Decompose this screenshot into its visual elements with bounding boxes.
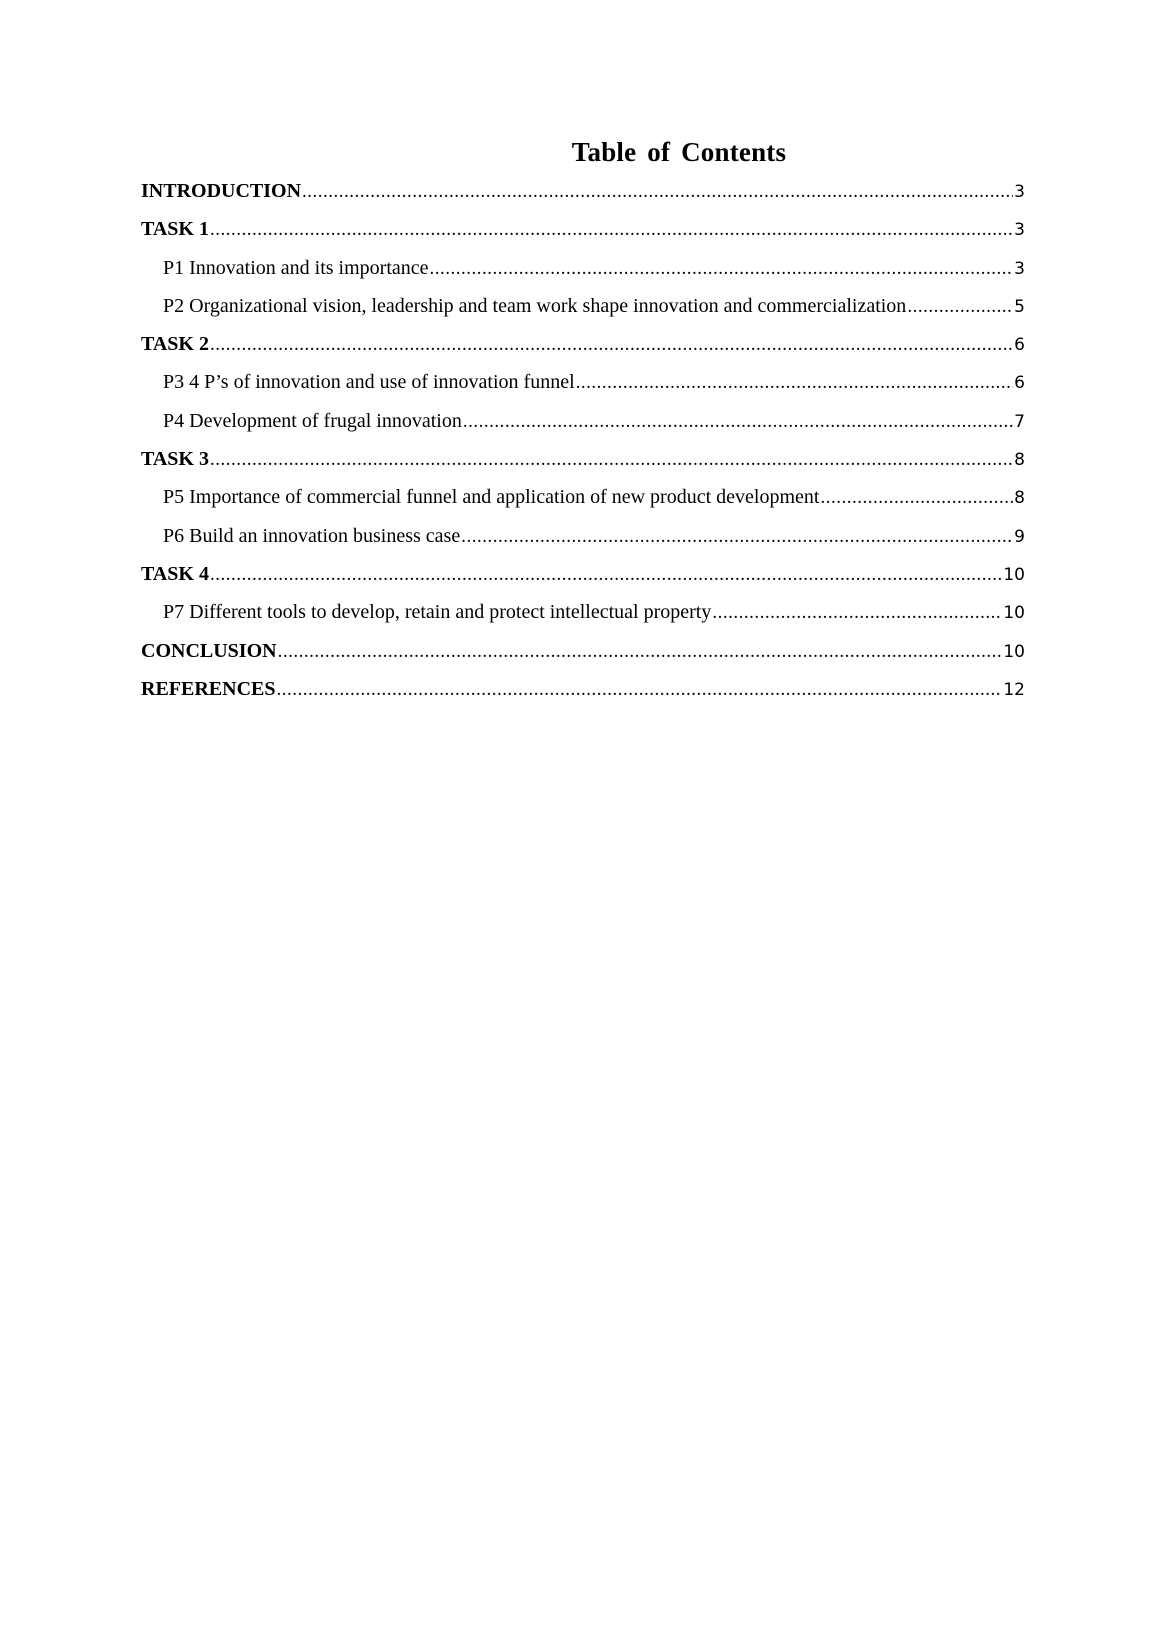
toc-dot-leader	[302, 173, 1013, 211]
toc-page-number: 6	[1014, 373, 1025, 394]
toc-entry-p3[interactable]	[141, 363, 1025, 401]
toc-dot-leader	[576, 364, 1014, 402]
toc-dot-leader	[210, 326, 1013, 364]
toc-entry-label: P3 4 P’s of innovation and use of innovation funnel	[163, 371, 575, 394]
toc-page-number: 10	[1003, 603, 1025, 624]
table-of-contents	[141, 172, 1025, 708]
toc-entry-conclusion[interactable]	[141, 632, 1025, 670]
toc-dot-leader	[820, 479, 1013, 517]
toc-dot-leader	[210, 441, 1013, 479]
toc-page-number: 3	[1014, 258, 1025, 279]
toc-entry-label: P6 Build an innovation business case	[163, 524, 461, 547]
toc-page-number: 3	[1014, 220, 1025, 241]
toc-entry-label: P7 Different tools to develop, retain and protect intellectual property	[163, 601, 712, 624]
toc-entry-introduction[interactable]	[141, 172, 1025, 210]
toc-page-number: 9	[1014, 526, 1025, 547]
toc-entry-p7[interactable]	[141, 593, 1025, 631]
toc-entry-label: P1 Innovation and its importance	[163, 256, 429, 279]
toc-dot-leader	[712, 594, 1002, 632]
toc-page-number: 6	[1014, 335, 1025, 356]
toc-entry-p4[interactable]	[141, 402, 1025, 440]
toc-entry-label: P5 Importance of commercial funnel and application of new product development	[163, 486, 820, 509]
toc-dot-leader	[278, 633, 1003, 671]
toc-entry-label: CONCLUSION	[141, 639, 277, 662]
toc-dot-leader	[907, 288, 1013, 326]
title-container	[0, 137, 1158, 177]
toc-entry-p2[interactable]	[141, 287, 1025, 325]
toc-entry-label: REFERENCES	[141, 677, 276, 700]
toc-dot-leader	[430, 250, 1014, 288]
toc-title: Table of Contents	[571, 137, 787, 167]
toc-entry-p1[interactable]	[141, 249, 1025, 287]
toc-page-number: 3	[1014, 182, 1025, 202]
toc-entry-label: TASK 2	[141, 333, 209, 356]
toc-entry-task-3[interactable]	[141, 440, 1025, 478]
toc-entry-task-4[interactable]	[141, 555, 1025, 593]
toc-page-number: 8	[1014, 450, 1025, 471]
toc-entry-label: INTRODUCTION	[141, 180, 302, 202]
toc-dot-leader	[210, 556, 1002, 594]
toc-entry-label: P4 Development of frugal innovation	[163, 409, 462, 432]
toc-entry-label: TASK 1	[141, 218, 209, 241]
toc-dot-leader	[276, 671, 1002, 709]
toc-entry-p6[interactable]	[141, 517, 1025, 555]
toc-entry-label: TASK 4	[141, 562, 209, 585]
toc-dot-leader	[463, 403, 1013, 441]
toc-page-number: 5	[1014, 296, 1025, 317]
toc-page-number: 10	[1003, 564, 1025, 585]
toc-page-number: 8	[1014, 488, 1025, 509]
toc-entry-references[interactable]	[141, 670, 1025, 708]
toc-page-number: 10	[1003, 641, 1025, 662]
toc-entry-p5[interactable]	[141, 478, 1025, 516]
toc-entry-task-1[interactable]	[141, 210, 1025, 248]
toc-entry-label: P2 Organizational vision, leadership and team work shape innovation and commercialization	[163, 294, 907, 317]
toc-entry-task-2[interactable]	[141, 325, 1025, 363]
toc-dot-leader	[461, 518, 1013, 556]
toc-page-number: 12	[1003, 679, 1025, 700]
toc-entry-label: TASK 3	[141, 448, 209, 471]
toc-page-number: 7	[1014, 411, 1025, 432]
toc-dot-leader	[210, 211, 1013, 249]
